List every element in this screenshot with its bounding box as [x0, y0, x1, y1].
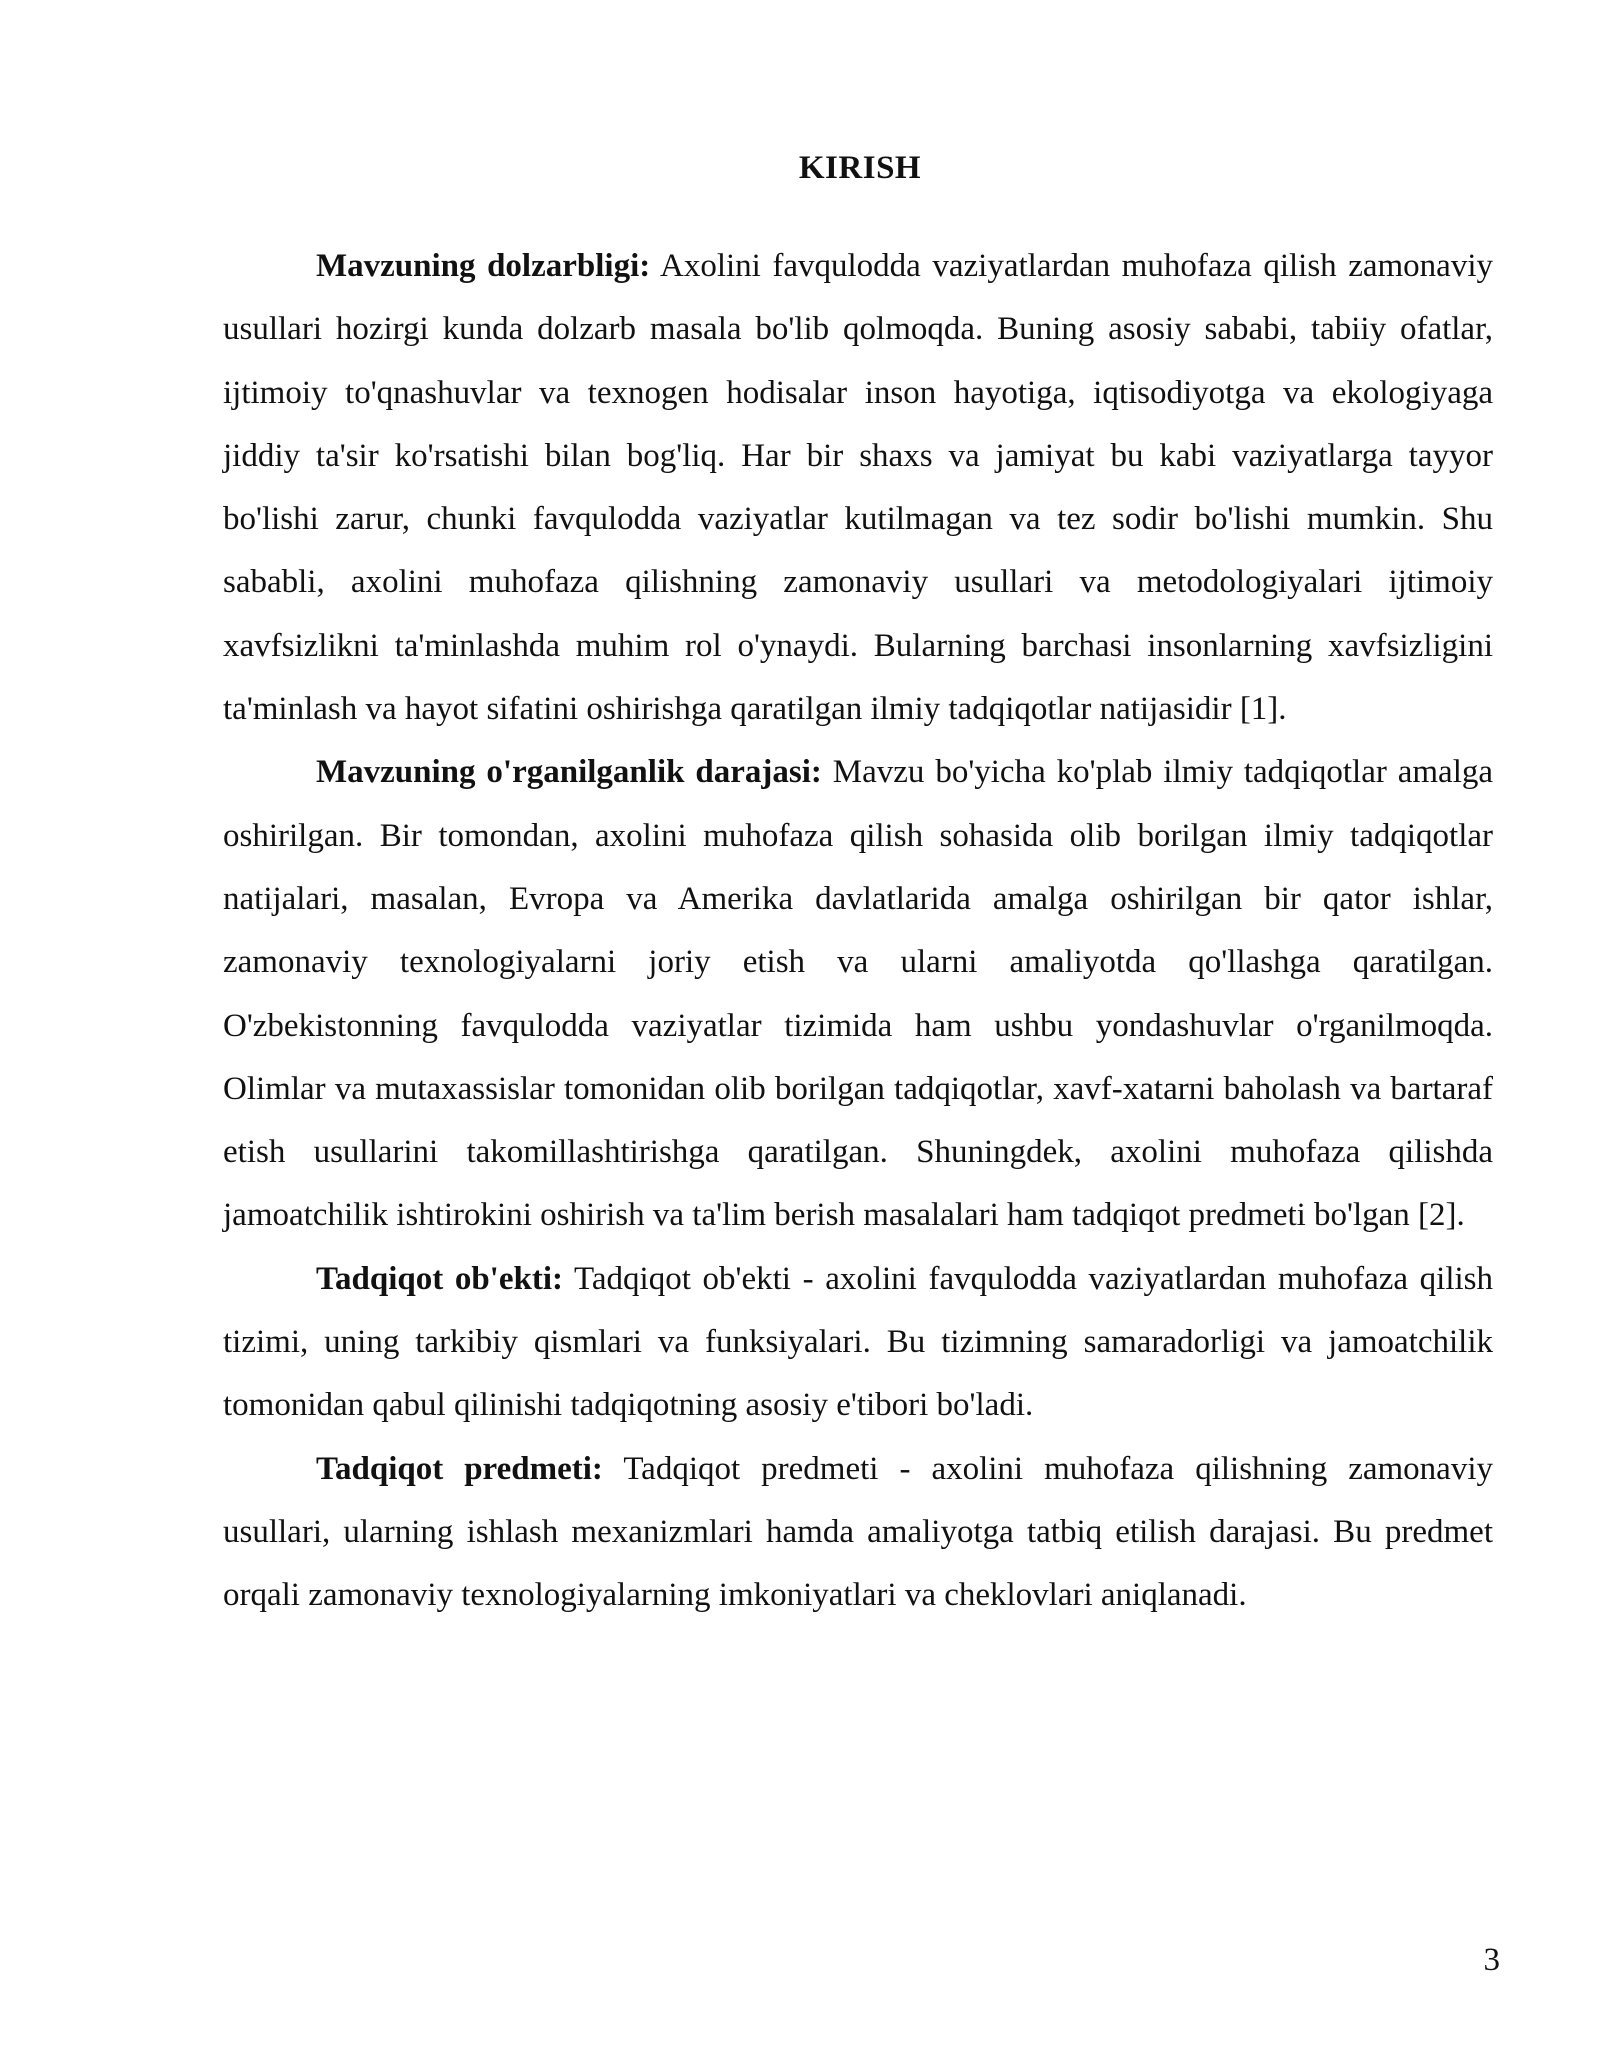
page-number: 3 — [1483, 1942, 1500, 1978]
paragraph-research-subject — [223, 1438, 1493, 1628]
paragraph-research-object — [223, 1248, 1493, 1438]
document-body — [223, 235, 1493, 1628]
paragraph-label: Mavzuning o'rganilganlik darajasi: — [316, 754, 822, 791]
paragraph-label: Tadqiqot ob'ekti: — [316, 1260, 563, 1297]
paragraph-text: Axolini favqulodda vaziyatlardan muhofaza qilish zamonaviy usullari hozirgi kunda dolzarb masala bo'lib qolmoqda. Buning asosiy sababi, tabiiy ofatlar, ijtimoiy to'qnashuvlar va texnogen hodisalar inson hayotiga, iqtisodiyotga va ekologiyaga jiddiy ta'sir ko'rsatishi bilan bog'liq. Har bir shaxs va jamiyat bu kabi vaziyatlarga tayyor bo'lishi zarur, chunki favqulodda vaziyatlar kutilmagan va tez sodir bo'lishi mumkin. Shu sababli, axolini muhofaza qilishning zamonaviy usullari va metodologiyalari ijtimoiy xavfsizlikni ta'minlashda muhim rol o'ynaydi. Bularning barchasi insonlarning xavfsizligini ta'minlash va hayot sifatini oshirishga qaratilgan ilmiy tadqiqotlar natijasidir [1]. — [223, 248, 1493, 728]
paragraph-topic-relevance — [223, 235, 1493, 741]
paragraph-text: Tadqiqot ob'ekti - axolini favqulodda vaziyatlardan muhofaza qilish tizimi, uning tarkibiy qismlari va funksiyalari. Bu tizimning samaradorligi va jamoatchilik tomonidan qabul qilinishi tadqiqotning asosiy e'tibori bo'ladi. — [223, 1260, 1493, 1424]
paragraph-text: Mavzu bo'yicha ko'plab ilmiy tadqiqotlar amalga oshirilgan. Bir tomondan, axolini muhofaza qilish sohasida olib borilgan ilmiy tadqiqotlar natijalari, masalan, Evropa va Amerika davlatlarida amalga oshirilgan bir qator ishlar, zamonaviy texnologiyalarni joriy etish va ularni amaliyotda qo'llashga qaratilgan. O'zbekistonning favqulodda vaziyatlar tizimida ham ushbu yondashuvlar o'rganilmoqda. Olimlar va mutaxassislar tomonidan olib borilgan tadqiqotlar, xavf-xatarni baholash va bartaraf etish usullarini takomillashtirishga qaratilgan. Shuningdek, axolini muhofaza qilishda jamoatchilik ishtirokini oshirish va ta'lim berish masalalari ham tadqiqot predmeti bo'lgan [2]. — [223, 754, 1494, 1234]
paragraph-label: Mavzuning dolzarbligi: — [316, 248, 651, 284]
paragraph-text: Tadqiqot predmeti - axolini muhofaza qilishning zamonaviy usullari, ularning ishlash mexanizmlari hamda amaliyotga tatbiq etilish darajasi. Bu predmet orqali zamonaviy texnologiyalarning imkoniyatlari va cheklovlari aniqlanadi. — [223, 1450, 1493, 1614]
paragraph-study-degree — [223, 741, 1493, 1247]
page-title: KIRISH — [798, 150, 922, 186]
paragraph-label: Tadqiqot predmeti: — [316, 1450, 603, 1487]
